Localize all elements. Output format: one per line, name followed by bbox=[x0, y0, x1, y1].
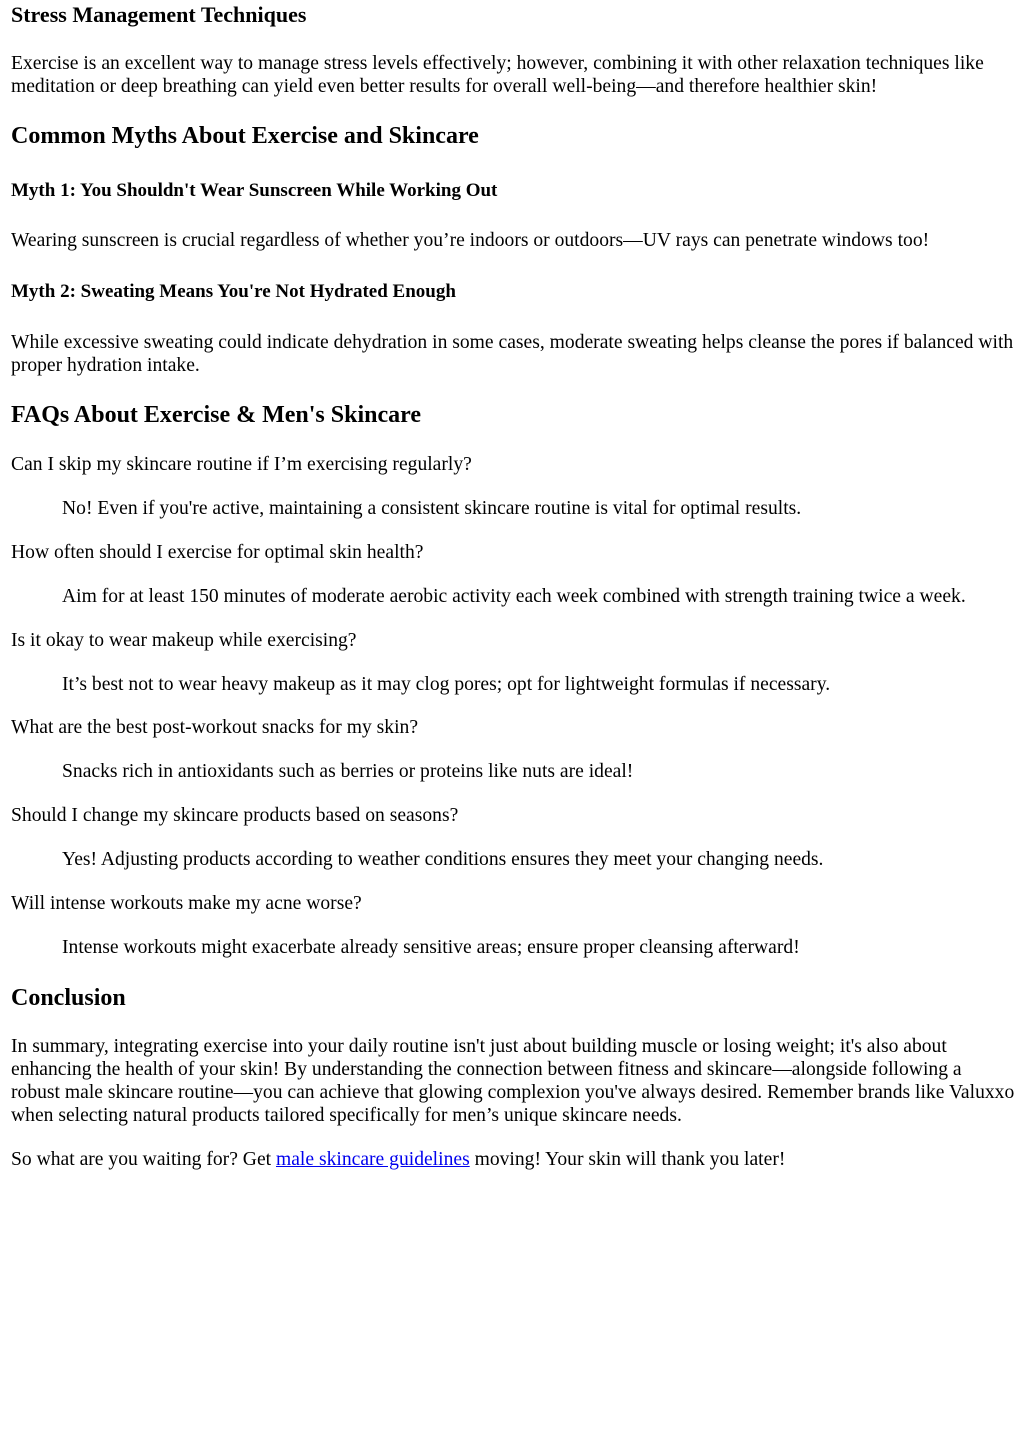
faq-question: Is it okay to wear makeup while exercising? bbox=[11, 630, 357, 651]
conclusion-heading: Conclusion bbox=[11, 985, 126, 1011]
faqs-heading: FAQs About Exercise & Men's Skincare bbox=[11, 402, 421, 428]
faq-answer: No! Even if you're active, maintaining a consistent skincare routine is vital for optimal results. bbox=[62, 498, 802, 519]
conclusion-paragraph: In summary, integrating exercise into your daily routine isn't just about building muscle or losing weight; it's also about enhancing the health of your skin! By understanding the connection between fitness and skincare—alongside following a robust male skincare routine—you can achieve that glowing complexion you've always desired. Remember brands like Valuxxo when selecting natural products tailored specifically for men’s unique skincare needs. bbox=[11, 1036, 1015, 1126]
faq-answer: Snacks rich in antioxidants such as berries or proteins like nuts are ideal! bbox=[62, 761, 634, 782]
cta-text-before: So what are you waiting for? Get bbox=[11, 1149, 276, 1170]
myth2-heading: Myth 2: Sweating Means You're Not Hydrated Enough bbox=[11, 281, 456, 302]
faq-answer: Yes! Adjusting products according to weather conditions ensures they meet your changing needs. bbox=[62, 849, 824, 870]
faq-question: How often should I exercise for optimal skin health? bbox=[11, 542, 424, 563]
male-skincare-guidelines-link[interactable]: male skincare guidelines bbox=[276, 1149, 470, 1170]
faq-question: What are the best post-workout snacks for my skin? bbox=[11, 717, 419, 738]
myth2-paragraph: While excessive sweating could indicate dehydration in some cases, moderate sweating helps cleanse the pores if balanced with proper hydration intake. bbox=[11, 332, 1014, 376]
cta-paragraph bbox=[11, 1148, 1015, 1171]
myths-heading: Common Myths About Exercise and Skincare bbox=[11, 123, 479, 149]
faq-question: Will intense workouts make my acne worse? bbox=[11, 893, 362, 914]
faq-answer: It’s best not to wear heavy makeup as it may clog pores; opt for lightweight formulas if necessary. bbox=[62, 674, 831, 695]
cta-text-after: moving! Your skin will thank you later! bbox=[469, 1149, 786, 1170]
faq-answer: Aim for at least 150 minutes of moderate aerobic activity each week combined with strength training twice a week. bbox=[62, 586, 966, 607]
faq-question: Can I skip my skincare routine if I’m exercising regularly? bbox=[11, 454, 472, 475]
myth1-paragraph: Wearing sunscreen is crucial regardless of whether you’re indoors or outdoors—UV rays can penetrate windows too! bbox=[11, 230, 930, 251]
faq-answer: Intense workouts might exacerbate already sensitive areas; ensure proper cleansing afterward! bbox=[62, 937, 800, 958]
faq-question: Should I change my skincare products based on seasons? bbox=[11, 805, 459, 826]
stress-heading: Stress Management Techniques bbox=[11, 2, 307, 27]
myth1-heading: Myth 1: You Shouldn't Wear Sunscreen While Working Out bbox=[11, 180, 498, 201]
stress-paragraph: Exercise is an excellent way to manage stress levels effectively; however, combining it with other relaxation techniques like meditation or deep breathing can yield even better results for overall well-being—and therefore healthier skin! bbox=[11, 53, 984, 97]
